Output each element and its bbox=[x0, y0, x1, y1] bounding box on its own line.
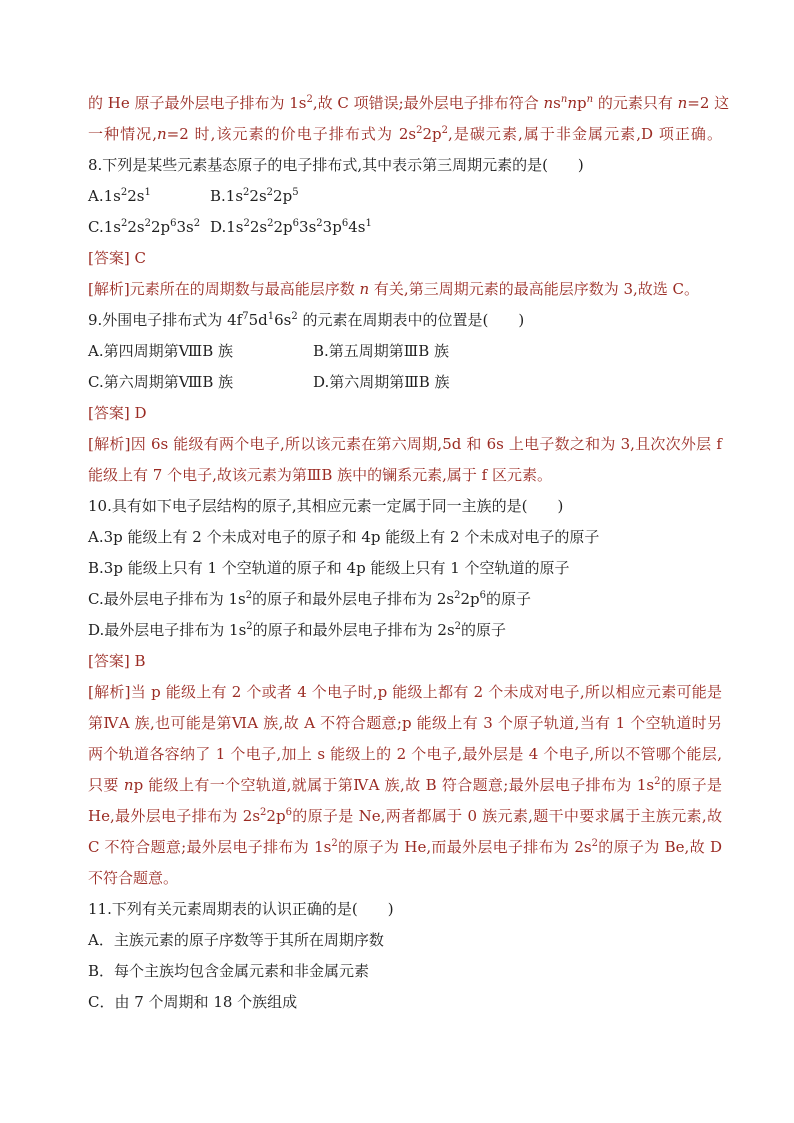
text-run: 2s bbox=[249, 218, 268, 236]
text-run: 的 He 原子最外层电子排布为 1s bbox=[88, 94, 307, 112]
q9-analysis-line-1 bbox=[88, 429, 722, 460]
text-run: 能级上有 7 个电子,故该元素为第ⅢB 族中的镧系元素,属于 f 区元素。 bbox=[88, 466, 552, 484]
superscript: 2 bbox=[120, 187, 128, 198]
q7-analysis-line-2 bbox=[88, 119, 722, 150]
superscript: 2 bbox=[266, 187, 274, 198]
text-run: 的元素只有 bbox=[593, 94, 678, 112]
text-run: 的原子 bbox=[461, 621, 507, 639]
superscript: 2 bbox=[591, 838, 598, 849]
q9-option-a bbox=[88, 336, 313, 367]
q10-analysis-line-3 bbox=[88, 739, 722, 770]
q7-analysis-line-1 bbox=[88, 88, 730, 119]
q8-options-row-1 bbox=[88, 181, 722, 212]
q10-analysis-line-5 bbox=[88, 801, 722, 832]
text-run: 8.下列是某些元素基态原子的电子排布式,其中表示第三周期元素的是( ) bbox=[88, 156, 584, 174]
q10-analysis-line-6 bbox=[88, 832, 722, 863]
page-content bbox=[88, 88, 730, 1018]
text-run: 3s bbox=[299, 218, 317, 236]
superscript: 1 bbox=[144, 187, 151, 198]
superscript: 6 bbox=[341, 218, 349, 229]
q10-analysis-line-7 bbox=[88, 863, 722, 894]
text-run: [解析]元素所在的周期数与最高能层序数 bbox=[88, 280, 360, 298]
text-run: 的原子是 bbox=[660, 776, 722, 794]
italic-superscript: n bbox=[586, 94, 594, 105]
q9-option-b bbox=[313, 336, 449, 367]
q8-option-c bbox=[88, 212, 210, 243]
superscript: 2 bbox=[260, 807, 267, 818]
text-run: 的原子为 He,而最外层电子排布为 2s bbox=[337, 838, 592, 856]
text-run: A.3p 能级上有 2 个未成对电子的原子和 4p 能级上有 2 个未成对电子的原子 bbox=[88, 528, 600, 546]
q10-analysis-line-2 bbox=[88, 708, 722, 739]
text-run: 3p bbox=[322, 218, 342, 236]
superscript: 2 bbox=[291, 311, 298, 322]
text-run: p bbox=[577, 94, 587, 112]
text-run: 的原子为 Be,故 D bbox=[597, 838, 722, 856]
text-run: He,最外层电子排布为 2s bbox=[88, 807, 261, 825]
text-run: A．主族元素的原子序数等于其所在周期序数 bbox=[88, 931, 384, 949]
text-run: 2s bbox=[127, 218, 145, 236]
superscript: 2 bbox=[246, 621, 253, 632]
text-run: 的原子和最外层电子排布为 2s bbox=[252, 590, 455, 608]
superscript: 2 bbox=[441, 125, 448, 136]
q9-options-row-2 bbox=[88, 367, 722, 398]
superscript: 2 bbox=[416, 125, 423, 136]
text-run: 3s bbox=[176, 218, 194, 236]
text-run: 只要 bbox=[88, 776, 124, 794]
text-run: =2 时,该元素的价电子排布式为 2s bbox=[166, 125, 417, 143]
text-run: 的元素在周期表中的位置是( ) bbox=[297, 311, 525, 329]
q9-analysis-line-2 bbox=[88, 460, 722, 491]
q8-answer: [答案] C bbox=[88, 249, 146, 267]
text-run: C.第六周期第ⅧB 族 bbox=[88, 373, 234, 391]
text-run: 5d bbox=[248, 311, 268, 329]
superscript: 1 bbox=[267, 311, 275, 322]
text-run: 2s bbox=[249, 187, 267, 205]
text-run: D.最外层电子排布为 1s bbox=[88, 621, 247, 639]
text-run: [解析]当 p 能级上有 2 个或者 4 个电子时,p 能级上都有 2 个未成对电子,所以相应元素可能是 bbox=[88, 683, 722, 701]
superscript: 2 bbox=[193, 218, 201, 229]
text-run: 11.下列有关元素周期表的认识正确的是( ) bbox=[88, 900, 394, 918]
text-run: 2p bbox=[422, 125, 442, 143]
text-run: C.1s bbox=[88, 218, 121, 236]
superscript: 6 bbox=[285, 807, 292, 818]
text-run: ,是碳元素,属于非金属元素,D 项正确。 bbox=[448, 125, 722, 143]
superscript: 6 bbox=[292, 218, 300, 229]
superscript: 7 bbox=[242, 311, 249, 322]
text-run: s bbox=[553, 94, 561, 112]
italic-variable: n bbox=[567, 94, 577, 112]
text-run: p 能级上有一个空轨道,就属于第ⅣA 族,故 B 符合题意;最外层电子排布为 1s bbox=[133, 776, 655, 794]
superscript: 2 bbox=[120, 218, 128, 229]
text-run: B.第五周期第ⅢB 族 bbox=[313, 342, 450, 360]
text-run: 的原子 bbox=[486, 590, 532, 608]
q11-option-a bbox=[88, 925, 722, 956]
superscript: 2 bbox=[454, 621, 462, 632]
italic-variable: n bbox=[543, 94, 554, 112]
superscript: 5 bbox=[292, 187, 299, 198]
text-run: B.3p 能级上只有 1 个空轨道的原子和 4p 能级上只有 1 个空轨道的原子 bbox=[88, 559, 570, 577]
superscript: 2 bbox=[654, 776, 661, 787]
q8-option-b bbox=[210, 181, 299, 212]
text-run: B．每个主族均包含金属元素和非金属元素 bbox=[88, 962, 370, 980]
text-run: A.1s bbox=[88, 187, 121, 205]
q11-option-b bbox=[88, 956, 722, 987]
q10-option-a bbox=[88, 522, 722, 553]
q8-stem bbox=[88, 150, 722, 181]
text-run: =2 这 bbox=[687, 94, 730, 112]
text-run: D.1s bbox=[210, 218, 244, 236]
text-run: 的原子是 Ne,两者都属于 0 族元素,题干中要求属于主族元素,故 bbox=[291, 807, 722, 825]
text-run: 2p bbox=[266, 807, 286, 825]
q10-analysis-line-4 bbox=[88, 770, 722, 801]
q8-option-a bbox=[88, 181, 210, 212]
superscript: 6 bbox=[170, 218, 177, 229]
text-run: 2p bbox=[460, 590, 480, 608]
superscript: 2 bbox=[144, 218, 151, 229]
q9-options-row-1 bbox=[88, 336, 722, 367]
q9-option-c bbox=[88, 367, 313, 398]
text-run: B.1s bbox=[210, 187, 244, 205]
text-run: D.第六周期第ⅢB 族 bbox=[313, 373, 450, 391]
q10-answer: [答案] B bbox=[88, 652, 146, 670]
superscript: 2 bbox=[306, 94, 313, 105]
italic-variable: n bbox=[359, 280, 370, 298]
text-run: ,故 C 项错误;最外层电子排布符合 bbox=[312, 94, 544, 112]
q8-options-row-2 bbox=[88, 212, 722, 243]
superscript: 1 bbox=[365, 218, 372, 229]
text-run: C.最外层电子排布为 1s bbox=[88, 590, 246, 608]
text-run: 2p bbox=[273, 218, 293, 236]
text-run: 2p bbox=[150, 218, 171, 236]
text-run: 4s bbox=[348, 218, 366, 236]
italic-superscript: n bbox=[560, 94, 568, 105]
superscript: 2 bbox=[243, 218, 250, 229]
italic-variable: n bbox=[123, 776, 134, 794]
text-run: C．由 7 个周期和 18 个族组成 bbox=[88, 993, 298, 1011]
text-run: 不符合题意。 bbox=[88, 869, 179, 887]
text-run: 的原子和最外层电子排布为 2s bbox=[252, 621, 455, 639]
q11-option-c bbox=[88, 987, 722, 1018]
superscript: 2 bbox=[454, 590, 461, 601]
text-run: 6s bbox=[274, 311, 292, 329]
italic-variable: n bbox=[677, 94, 688, 112]
q10-option-c bbox=[88, 584, 722, 615]
q8-analysis-line-1 bbox=[88, 274, 722, 305]
q11-stem bbox=[88, 894, 722, 925]
text-run: 2s bbox=[127, 187, 145, 205]
text-run: C 不符合题意;最外层电子排布为 1s bbox=[88, 838, 332, 856]
q10-stem bbox=[88, 491, 722, 522]
superscript: 2 bbox=[243, 187, 250, 198]
superscript: 2 bbox=[245, 590, 253, 601]
text-run: 一种情况, bbox=[88, 125, 157, 143]
superscript: 2 bbox=[267, 218, 274, 229]
superscript: 2 bbox=[331, 838, 338, 849]
text-run: 第ⅣA 族,也可能是第ⅥA 族,故 A 不符合题意;p 能级上有 3 个原子轨道,当有 1 个空轨道时另 bbox=[88, 714, 722, 732]
superscript: 2 bbox=[316, 218, 323, 229]
text-run: [解析]因 6s 能级有两个电子,所以该元素在第六周期,5d 和 6s 上电子数之和为 3,且次次外层 f bbox=[88, 435, 722, 453]
text-run: 有关,第三周期元素的最高能层序数为 3,故选 C。 bbox=[369, 280, 700, 298]
text-run: 两个轨道各容纳了 1 个电子,加上 s 能级上的 2 个电子,最外层是 4 个电子,所以不管哪个能层, bbox=[88, 745, 722, 763]
text-run: 10.具有如下电子层结构的原子,其相应元素一定属于同一主族的是( ) bbox=[88, 497, 564, 515]
superscript: 6 bbox=[479, 590, 487, 601]
italic-variable: n bbox=[156, 125, 167, 143]
q10-option-b bbox=[88, 553, 722, 584]
q10-analysis-line-1 bbox=[88, 677, 722, 708]
q9-stem bbox=[88, 305, 722, 336]
q9-option-d bbox=[313, 367, 450, 398]
text-run: A.第四周期第ⅧB 族 bbox=[88, 342, 234, 360]
q8-option-d bbox=[210, 212, 372, 243]
q10-option-d bbox=[88, 615, 722, 646]
text-run: 9.外围电子排布式为 4f bbox=[88, 311, 243, 329]
q9-answer: [答案] D bbox=[88, 404, 147, 422]
text-run: 2p bbox=[273, 187, 293, 205]
